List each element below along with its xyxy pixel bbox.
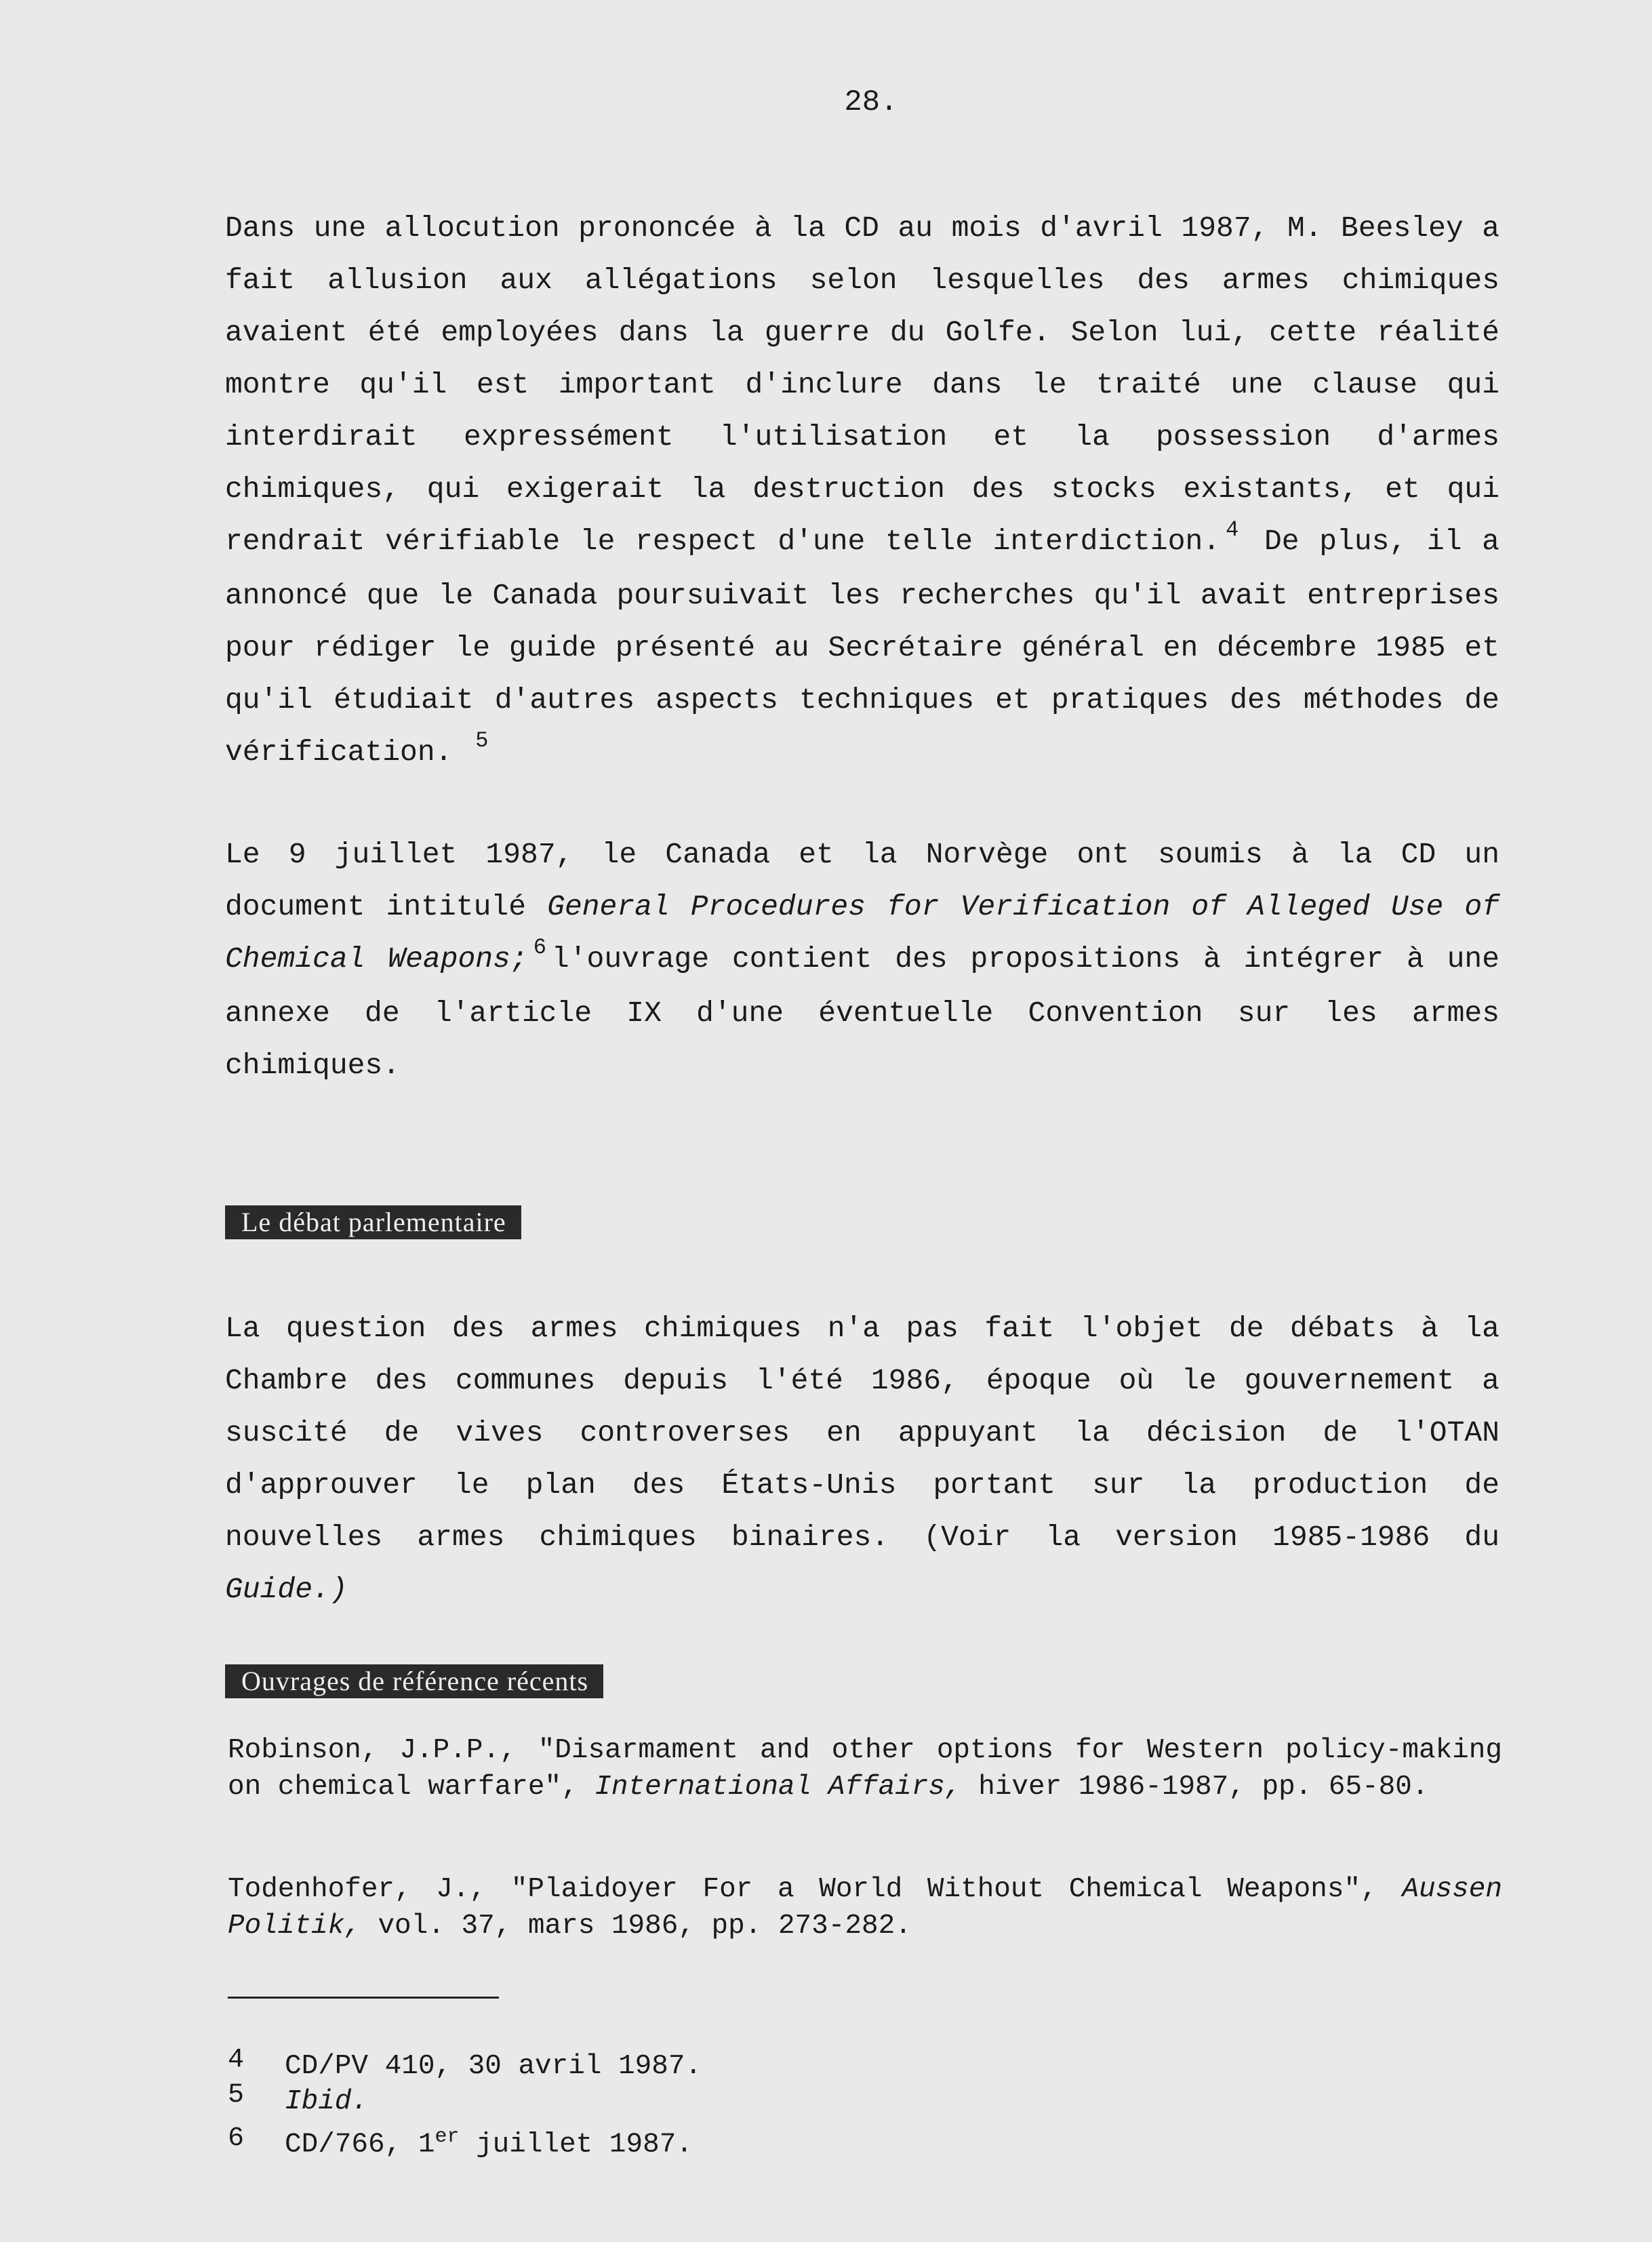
footnote-number: 5: [228, 2080, 245, 2110]
footnote-number: 4: [228, 2045, 245, 2075]
footnote-text: juillet 1987.: [476, 2129, 693, 2161]
paragraph-text: Dans une allocution prononcée à la CD au mois d'avril 1987, M. Beesley a fait allusion aux allégations selon lesquelles des armes chimiques avaient été employées dans la guerre du Golfe. Selon lui, cette réalité montre qu'il est important d'inclure dans le traité une clause qui interdirait expressément l'utilisation et la possession d'armes chimiques, qui exigerait la destruction des stocks existants, et qui rendrait vérifiable le respect d'une telle interdiction.: [225, 212, 1499, 558]
footnote-ref-5: 5: [475, 728, 489, 753]
section-heading-debat: Le débat parlementaire: [225, 1205, 521, 1239]
paragraph-text: (Voir la version 1985-1986 du: [923, 1521, 1500, 1554]
reference-text: Todenhofer, J., "Plaidoyer For a World Without Chemical Weapons",: [228, 1874, 1377, 1905]
reference-robinson: [228, 1732, 1502, 1805]
footnote-text: Ibid.: [285, 2086, 369, 2117]
reference-todenhofer: [228, 1871, 1502, 1944]
footnote-5: [228, 2080, 369, 2120]
footnote-ref-4: 4: [1226, 517, 1239, 542]
paragraph-text: La question des armes chimiques n'a pas fait l'objet de débats à la Chambre des communes depuis l'été 1986, époque où le gouvernement a suscité de vives controverses en appuyant la décision de l'OTAN d'approuver le plan des États-Unis portant sur la production de nouvelles armes chimiques binaires.: [225, 1312, 1499, 1554]
footnote-number: 6: [228, 2123, 245, 2154]
footnote-ref-6: 6: [533, 935, 546, 960]
paragraph-text: De plus, il a annoncé que le Canada poursuivait les recherches qu'il avait entreprises pour rédiger le guide présenté au Secrétaire général en décembre 1985 et qu'il étudiait d'autres aspects techniques et pratiques des méthodes de vérification.: [225, 525, 1499, 769]
paragraph-text: l'ouvrage contient des propositions à intégrer à une annexe de l'article IX d'une éventuelle Convention sur les armes chimiques.: [225, 942, 1499, 1082]
footnote-superscript: er: [435, 2125, 460, 2148]
paragraph-norvege: [225, 828, 1499, 1092]
footnote-4: [228, 2045, 702, 2085]
footnote-6: [228, 2119, 693, 2163]
footnote-text: CD/PV 410, 30 avril 1987.: [285, 2051, 702, 2082]
document-title: General Procedures for Verification of Alleged Use of Chemical Weapons;: [225, 890, 1500, 976]
reference-text: Robinson, J.P.P., "Disarmament and other options for Western policy-making on chemical warfare",: [228, 1735, 1502, 1803]
reference-text: vol. 37, mars 1986, pp. 273-282.: [378, 1910, 912, 1942]
paragraph-debat: [225, 1302, 1499, 1616]
journal-title: International Affairs,: [595, 1771, 962, 1803]
section-heading-ouvrages: Ouvrages de référence récents: [225, 1664, 603, 1698]
paragraph-beesley: [225, 202, 1499, 780]
reference-text: hiver 1986-1987, pp. 65-80.: [978, 1771, 1429, 1803]
footnote-divider: [228, 1997, 499, 1999]
page-number: 28.: [844, 85, 898, 119]
guide-title: Guide.): [225, 1573, 348, 1606]
footnote-text: CD/766, 1: [285, 2129, 435, 2161]
paragraph-text: Le 9 juillet 1987, le Canada et la Norvège ont soumis à la CD un document intitulé: [225, 838, 1499, 923]
journal-title: Aussen Politik,: [228, 1874, 1503, 1942]
